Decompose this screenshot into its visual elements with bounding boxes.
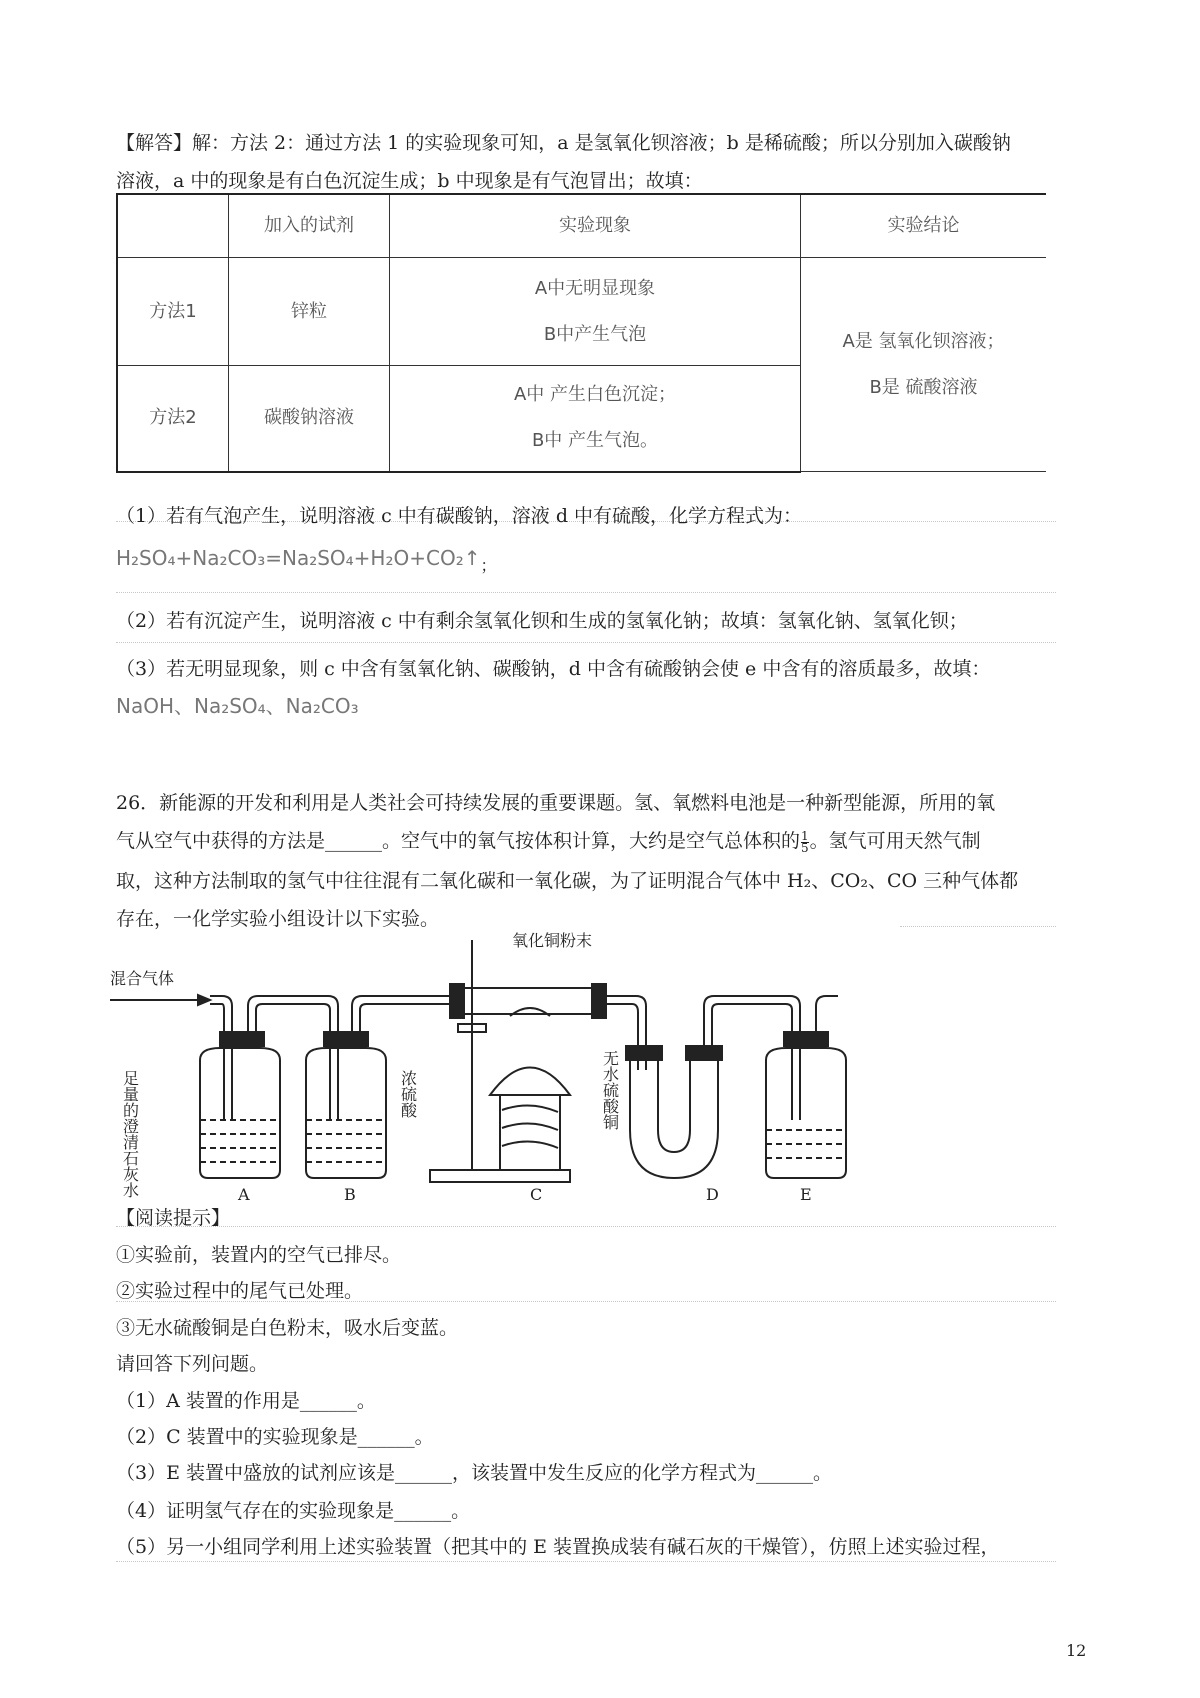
conclusion-a: A是 氢氧化钡溶液； <box>842 330 1005 352</box>
label-letter-a: A <box>238 1185 250 1200</box>
phenomenon-b: B中产生气泡 <box>543 323 647 345</box>
label-inlet: 混合气体 <box>110 969 175 988</box>
answer-line-1: 【解答】解：方法 2：通过方法 1 的实验现象可知，a 是氢氧化钡溶液；b 是稀硫酸；所以分别加入碳酸钠 <box>116 132 1011 154</box>
table-header-conclusion: 实验结论 <box>801 194 1047 258</box>
lamp-block-grain <box>502 1105 558 1148</box>
stopper-a <box>220 1032 264 1046</box>
tube-inlet-a <box>210 996 232 1120</box>
u-tube-outer <box>630 1060 718 1178</box>
tube-inlet-a-inner <box>210 1004 224 1120</box>
phenomenon-b: B中 产生气泡。 <box>531 430 659 452</box>
table-cell-phenomenon <box>390 366 801 472</box>
fraction <box>801 828 809 855</box>
fraction-denominator: 5 <box>801 840 809 855</box>
conclusion-b: B是 硫酸溶液 <box>869 376 978 398</box>
dotted-rule <box>116 1301 1056 1302</box>
tube-b-c-inner <box>360 1004 456 1040</box>
label-d-reagent: 无水硫酸铜 <box>600 1050 620 1130</box>
table-cell-method: 方法1 <box>117 258 229 366</box>
table-header-reagent: 加入的试剂 <box>229 194 390 258</box>
tube-a-b-inner <box>256 1004 330 1120</box>
stopper-b <box>324 1032 368 1046</box>
inlet-arrow-head <box>198 995 210 1005</box>
tube-stopper-right <box>592 984 606 1018</box>
dotted-rule <box>116 1561 1056 1562</box>
formula-3: NaOH、Na₂SO₄、Na₂CO₃ <box>116 694 359 718</box>
dotted-rule <box>116 642 1056 643</box>
label-letter-b: B <box>344 1185 356 1200</box>
question-5: （5）另一小组同学利用上述实验装置（把其中的 E 装置换成装有碱石灰的干燥管），仿照上述实验过程， <box>116 1536 1000 1558</box>
q26-line-1: 26．新能源的开发和利用是人类社会可持续发展的重要课题。氢、氧燃料电池是一种新型能源，所用的氧 <box>116 792 996 814</box>
answer-table <box>116 193 1046 473</box>
label-a-reagent: 足量的澄清石灰水 <box>120 1070 140 1198</box>
question-4: （4）证明氢气存在的实验现象是______。 <box>116 1500 471 1522</box>
hints-prompt: 请回答下列问题。 <box>116 1353 269 1375</box>
u-tube-stopper-left <box>626 1046 662 1060</box>
question-3: （3）E 装置中盛放的试剂应该是______，该装置中发生反应的化学方程式为______。 <box>116 1462 832 1484</box>
label-cuo: 氧化铜粉末 <box>512 931 593 950</box>
page-number: 12 <box>1066 1641 1087 1660</box>
q26-line-3: 取，这种方法制取的氢气中往往混有二氧化碳和一氧化碳，为了证明混合气体中 H₂、CO₂、CO 三种气体都 <box>116 870 1019 892</box>
bottle-b <box>306 1048 386 1178</box>
hints-title: 【阅读提示】 <box>116 1207 231 1229</box>
tube-e-outlet <box>816 996 838 1032</box>
table-cell-method: 方法2 <box>117 366 229 472</box>
hint-1: ①实验前，装置内的空气已排尽。 <box>116 1244 402 1266</box>
question-1: （1）A 装置的作用是______。 <box>116 1390 376 1412</box>
phenomenon-a: A中无明显现象 <box>534 277 656 299</box>
table-header-row <box>117 194 1046 258</box>
combustion-tube <box>456 988 600 1014</box>
alcohol-lamp <box>490 1068 570 1096</box>
hint-3: ③无水硫酸铜是白色粉末，吸水后变蓝。 <box>116 1317 459 1339</box>
table-cell-reagent: 锌粒 <box>229 258 390 366</box>
part-2: （2）若有沉淀产生，说明溶液 c 中有剩余氢氧化钡和生成的氢氧化钠；故填：氢氧化钠、氢氧化钡； <box>116 610 968 632</box>
tube-stopper-left <box>450 984 464 1018</box>
formula-1 <box>116 546 497 576</box>
table-header-phenomenon: 实验现象 <box>390 194 801 258</box>
dotted-rule <box>900 926 1056 927</box>
q26-line-2a: 气从空气中获得的方法是______。空气中的氧气按体积计算，大约是空气总体积的 <box>116 830 801 852</box>
table-row <box>117 258 1046 366</box>
u-tube-stopper-right <box>686 1046 722 1060</box>
q26-line-2 <box>116 826 981 854</box>
label-letter-d: D <box>706 1185 719 1200</box>
dotted-rule <box>116 1226 1056 1227</box>
stopper-e <box>784 1032 828 1046</box>
tube-a-b <box>248 996 338 1120</box>
bottle-a <box>200 1048 280 1178</box>
stand-base <box>430 1170 570 1182</box>
part-1: （1）若有气泡产生，说明溶液 c 中有碳酸钠，溶液 d 中有硫酸，化学方程式为： <box>116 505 803 527</box>
table-cell-phenomenon <box>390 258 801 366</box>
phenomenon-a: A中 产生白色沉淀； <box>513 384 677 406</box>
dotted-rule <box>116 592 1056 593</box>
apparatus-diagram <box>110 920 910 1200</box>
label-letter-c: C <box>530 1185 543 1200</box>
label-letter-e: E <box>800 1185 812 1200</box>
question-2: （2）C 装置中的实验现象是______。 <box>116 1426 434 1448</box>
q26-line-2b: 。氢气可用天然气制 <box>809 830 981 852</box>
fraction-numerator: 1 <box>801 828 809 843</box>
q26-line-4: 存在，一化学实验小组设计以下实验。 <box>116 908 440 930</box>
formula-1-text: H₂SO₄+Na₂CO₃=Na₂SO₄+H₂O+CO₂↑ <box>116 546 481 570</box>
label-b-reagent: 浓硫酸 <box>398 1070 418 1118</box>
part-3: （3）若无明显现象，则 c 中含有氢氧化钠、碳酸钠，d 中含有硫酸钠会使 e 中含有的溶质最多，故填： <box>116 658 991 680</box>
hint-2: ②实验过程中的尾气已处理。 <box>116 1280 364 1302</box>
u-tube-inner <box>658 1060 690 1152</box>
table-header-blank <box>117 194 229 258</box>
table-cell-reagent: 碳酸钠溶液 <box>229 366 390 472</box>
answer-line-2: 溶液，a 中的现象是有白色沉淀生成；b 中现象是有气泡冒出；故填： <box>116 170 703 192</box>
formula-1-end: ； <box>480 556 497 575</box>
table-cell-conclusion <box>801 258 1047 472</box>
tube-d-e-inner <box>712 1004 792 1120</box>
